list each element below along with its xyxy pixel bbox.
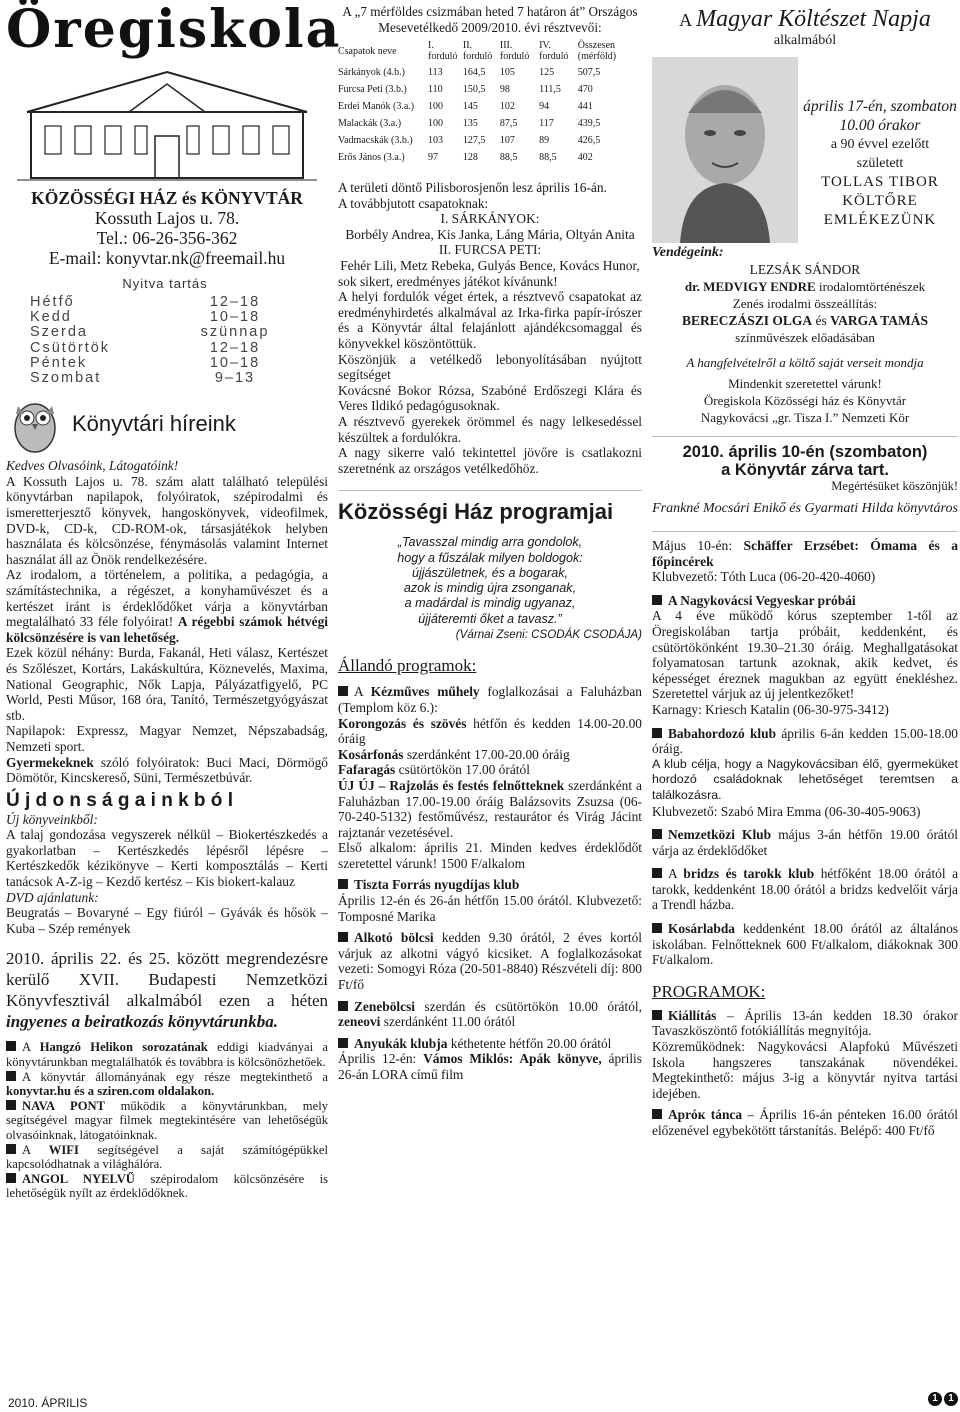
new-books-list: A talaj gondozása vegyszerek nélkül – Biokertészkedés a gyakorlatban – Kertészkedés lépésről lépésre – Kertészkedők kézikönyve – Kerti komposztálás – Kerti tanácsok A-Z-ig – Kezdő kertész – Kis biokert-kalauz — [6, 827, 328, 890]
news-heading: Ú j d o n s á g a i n k b ó l — [6, 789, 233, 811]
poetry-day-title: A Magyar Költészet Napja — [679, 6, 931, 32]
table-row: Malackák (3.a.) 100 135 87,5 117 439,5 — [338, 118, 601, 129]
table-row: Vadmacskák (3.b.) 103 127,5 107 89 426,5 — [338, 135, 601, 146]
bridge-club: A bridzs és tarokk klub hétfőként 18.00 órától a tarokk, keddenként 18.00 órától a bridzs kedvelőit várja a Trendl házba. — [652, 866, 959, 913]
guest-2: dr. MEDVIGY ENDRE irodalomtörténészek — [684, 279, 926, 294]
column-contest-programs — [338, 0, 642, 1083]
permanent-programs-heading: Állandó programok: — [338, 656, 477, 676]
programs-list-heading: PROGRAMOK: — [652, 981, 766, 1001]
column-library — [6, 0, 342, 1201]
library-news-heading: Könyvtári híreink — [72, 411, 236, 437]
show-desc: Zenés irodalmi összeállítás: — [732, 296, 878, 311]
poet-name-2: KÖLTŐRE — [842, 193, 918, 209]
music-nursery: Zenebölcsi szerdán és csütörtökön 10.00 órától, zeneovi szerdánként 11.00 órától — [338, 998, 642, 1030]
mothers-club: Anyukák klubja kéthetente hétfőn 20.00 órától — [338, 1036, 642, 1052]
poet-name: TOLLAS TIBOR — [821, 174, 939, 190]
table-row: Furcsa Peti (3.b.) 110 150,5 98 111,5 470 — [338, 84, 593, 95]
logo-title: Öregiskola — [6, 0, 342, 60]
org-phone: Tel.: 06-26-356-362 — [96, 228, 238, 248]
closed-thanks: Megértésüket köszönjük! — [831, 479, 958, 493]
exhibition-desc: Közreműködnek: Nagykovácsi Alapfokú Művészeti Iskola hangszeres tanszakának növendékei. Megtekinthető: május 3-ig a könyvtár nyitva tartási idejében. — [652, 1039, 958, 1101]
guests-label: Vendégeink: — [652, 245, 724, 260]
basket-weaving: Kosárfonás szerdánként 17.00-20.00 óráig — [338, 746, 570, 762]
good-luck: sok sikert, eredményes játékot kívánunk! — [338, 273, 558, 289]
pensioner-club: Tiszta Forrás nyugdíjas klub — [338, 877, 642, 893]
page-number: 1 1 — [928, 1392, 958, 1406]
welcome: Mindenkit szeretettel várunk! — [728, 376, 882, 391]
bullet-online-catalog: A könyvtár állományának egy része megtekinthető a konyvtar.hu és a sziren.com oldalakon. — [6, 1069, 328, 1099]
drawing-painting: ÚJ ÚJ – Rajzolás és festés felnőtteknek szerdánként a Faluházban 17.00-19.00 óráig Balázsovits Zsuzsa (06-70-240-5132) festőművész, restaurátor és Virág Jácint rajztanár vezetésével. — [338, 777, 642, 840]
babywearing-club: Babahordozó klub április 6-án kedden 15.00-18.00 óráig. — [652, 725, 958, 757]
choir-desc: A 4 éve működő kórus szeptember 1-től az Öregiskolában tartja próbáit, keddenként, és csütörtökönként 19.30–21.30 óráig. Meghallgatásokat folyamatosan tartunk azoknak, akik kedvet, és képességet éreznek magukban az együtt énekléshez. Szeretettel várjuk az új jelentkezőket! — [652, 608, 958, 702]
table-row: Sárkányok (4.b.) 113 164,5 105 125 507,5 — [338, 67, 601, 78]
contest-p5: A nagy sikerre való tekintettel jövőre is csatlakozni szeretnénk az országos vetélkedőhöz. — [338, 445, 642, 476]
kids-dance: Apróк tánca – Április 16-án pénteken 16.00 órától előzenével egybekötött társtanítás. Belépő: 400 Ft/fő — [652, 1107, 958, 1138]
hours-row: Péntek 10–18 — [30, 354, 261, 371]
org-street: Kossuth Lajos u. 78. — [94, 208, 240, 228]
poem-quote: „Tavasszal mindig arra gondolok, hogy a fűszálak milyen boldogok: újjászületnek, és a bogarak, azok is mindig újra zsonganak, a madárdal is mindig ugyanaz, újjáteremti őket a tavasz.” (Várnai Zseni: CSODÁK CSODÁJA) — [397, 535, 642, 642]
bullet-wifi: A WIFI segítségével a saját számítógépükkel kapcsolódhatnak a világhálóra. — [6, 1142, 328, 1172]
book-fair-notice: 2010. április 22. és 25. között megrendezésre kerülő XVII. Budapesti Nemzetközi Könyvfesztivál alkalmából ezen a héten ingyenes a beiratkozás könyvtárunkba. — [6, 949, 328, 1032]
final-round: A területi döntő Pilisborosjenőn lesz április 16-án. — [338, 180, 607, 195]
issue-date: 2010. ÁPRILIS — [8, 1396, 88, 1410]
opening-hours-title: Nyitva tartás — [122, 276, 208, 291]
contest-p1: A helyi fordulók véget értek, a résztvevő csapatokat az eredményhirdetés alkalmával az Irka-firka papír-írószer és a Könyvtár által felajánlott ajándékcsomaggal és könyvekkel köszöntöttük. — [338, 289, 642, 351]
guest-1: LEZSÁK SÁNDOR — [749, 262, 861, 277]
contest-title: A „7 mérföldes csizmában heted 7 határon át” Országos Mesevetélkedő 2009/2010. évi résztvevői: — [342, 4, 638, 35]
recording-note: A hangfelvételről a költő saját verseit mondja — [686, 355, 924, 370]
library-news-header — [6, 394, 328, 454]
hours-row: Szerda szünnap — [30, 324, 270, 341]
actors-note: színművészek előadásában — [735, 330, 875, 345]
librarians-signature: Frankné Mocsári Enikő és Gyarmati Hilda könyvtáros — [652, 501, 958, 516]
table-header: Csapatok neve I. forduló II. forduló III. forduló IV. forduló Összesen (mérföld) — [338, 40, 617, 62]
programs-heading: Közösségi Ház programjai — [338, 499, 614, 525]
team-1: I. SÁRKÁNYOK: — [440, 211, 540, 227]
children-magazines: Gyermekeknek szóló folyóiratok: Buci Maci, Dörmögő Dömötör, Kincskereső, Süni, Természetbúvár. — [6, 754, 328, 786]
mothers-club-desc: Április 12-én: Vámos Miklós: Apák könyve, április 26-án LORA című film — [338, 1051, 642, 1083]
table-row: Erős János (3.a.) 97 128 88,5 88,5 402 — [338, 152, 593, 163]
greeting: Kedves Olvasóink, Látogatóink! — [6, 458, 179, 474]
contest-results-table — [338, 38, 642, 166]
closed-line-1: 2010. április 10-én (szombaton) — [682, 443, 928, 461]
table-row: Erdei Manók (3.a.) 100 145 102 94 441 — [338, 101, 593, 112]
school-building-illustration — [17, 66, 317, 184]
host-2: Nagykovácsi „gr. Tisza I.” Nemzeti Kör — [700, 410, 910, 425]
international-club: Nemzetközi Klub május 3-án hétfőn 19.00 órától várja az érdeklődőket — [652, 827, 958, 858]
exhibition: Kiállítás – Április 13-án kedden 18.30 órakor Tavaszköszöntő fotókiállítás megnyitója. — [652, 1007, 958, 1039]
may10-lead: Klubvezető: Tóth Luca (06-20-420-4060) — [652, 569, 876, 585]
hours-row: Szombat 9–13 — [30, 370, 256, 387]
team-2: II. FURCSA PETI: — [438, 242, 542, 258]
event-date: április 17-én, szombaton 10.00 órakor — [803, 98, 957, 134]
creative-nursery: Alkotó bölcsi kedden 9.30 órától, 2 éves kortól várjuk az alkotni vágyó kicsiket. A foglalkozásokat vezeti: Somogyi Róza (20-501-8840) Részvételi díj: 800 Ft/fő — [338, 930, 643, 993]
poet-name-3: EMLÉKEZÜNK — [823, 212, 937, 228]
closed-line-2: a Könyvtár zárva tart. — [721, 461, 889, 479]
hours-row: Csütörtök 12–18 — [30, 339, 261, 356]
bullet-helikon: A Hangzó Helikon sorozatának eddigi kiadványai a könyvtárunkban megtalálhatók és továbbra is kölcsönözhetőek. — [6, 1040, 328, 1070]
pensioner-club-desc: Április 12-én és 26-án hétfőn 15.00 órától. Klubvezető: Tomposné Marika — [338, 893, 642, 924]
hours-row: Kedd 10–18 — [30, 309, 261, 326]
periodicals-para: Az irodalom, a történelem, a politika, a pedagógia, a számítástechnika, a régészet, a konyhaművészet és a kertészet iránt is érdeklődőket várja a könyvtárban megtalálható 33 féle folyóirat! A régebbi számok hétvégi kölcsönzésére is van lehetőség. — [6, 567, 328, 645]
owl-icon — [6, 394, 64, 454]
advanced-teams-label: A továbbjutott csapatoknak: — [338, 195, 489, 211]
periodicals-list: Ezek közül néhány: Burda, Fakanál, Heti válasz, Kertészet és Szőlészet, Kortárs, Lakáskultúra, Köznevelés, Maxima, National Geographic, Nők Lapja, Pályázatfigyelő, PC World, Pesti Műsor, 168 óra, Tanító, Természetgyógyászat stb. — [6, 645, 328, 723]
org-email[interactable]: E-mail: konyvtar.nk@freemail.hu — [48, 248, 286, 268]
newspapers: Napilapok: Expressz, Magyar Nemzet, Népszabadság, Nemzeti sport. — [6, 723, 328, 754]
org-name: KÖZÖSSÉGI HÁZ és KÖNYVTÁR — [31, 188, 303, 208]
pottery: Korongozás és szövés hétfőn és kedden 14.00-20.00 óráig — [338, 715, 642, 747]
contest-p2: Köszönjük a vetélkedő lebonyolításában nyújtott segítséget — [338, 351, 642, 383]
choir: A Nagykovácsi Vegyeskar próbái — [652, 593, 958, 609]
team-1-members: Borbély Andrea, Kis Janka, Láng Mária, Oltyán Anita — [345, 226, 635, 242]
poet-block — [652, 57, 958, 243]
team-2-members: Fehér Lili, Metz Rebeka, Gulyás Bence, Kovács Hunor, — [340, 257, 640, 273]
opening-hours — [30, 276, 300, 386]
bullet-nava: NAVA PONT működik a könyvtárunkban, mely segítségével magyar filmek megtekintésére van lehetőségük olvasóinknak, látogatóinknak. — [6, 1098, 328, 1142]
actors: BERECZÁSZI OLGA és VARGA TAMÁS — [681, 313, 929, 328]
contest-p3: Kovácsné Bokor Rózsa, Szabóné Erdőszegi Klára és Veres Ildikó pedagógusoknak. — [338, 382, 642, 414]
hours-row: Hétfő 12–18 — [30, 294, 261, 310]
may10-event: Május 10-én: Schäffer Erzsébet: Ómama és a főpincérek — [652, 538, 958, 569]
choir-lead: Karnagy: Kriesch Katalin (06-30-975-3412) — [652, 701, 889, 717]
babywearing-lead: Klubvezető: Szabó Mira Emma (06-30-405-9063) — [652, 803, 921, 819]
poetry-occasion: alkalmából — [773, 33, 837, 48]
wood-carving: Fafaragás csütörtökön 17.00 órától — [338, 762, 530, 778]
bullet-english: ANGOL NYELVŰ szépirodalom kölcsönzésére is lehetőségük nyílt az érdeklődőknek. — [6, 1171, 328, 1201]
poet-desc-2: született — [856, 156, 904, 171]
basketball: Kosárlabda keddenként 18.00 órától az általános iskolában. Felnőtteknek 600 Ft/alkalom, diákoknak 300 Ft/alkalom. — [652, 921, 958, 968]
first-session: Első alkalom: április 21. Minden kedves érdeklődőt szeretettel várunk! 1500 F/alkalom — [338, 840, 642, 871]
library-intro: A Kossuth Lajos u. 78. szám alatt található települési könyvtárban napilapok, folyóiratok, szépirodalmi és ismeretterjesztő könyvek, hangoskönyvek, videofilmek, DVD-k, CD-k, CD-ROM-ok, társasjátékok helyben használata és kölcsönzése, fénymásolás valamint Internet használat áll az Önök rendelkezésére. — [6, 473, 328, 567]
new-books-label: Új könyveinkből: — [6, 811, 98, 827]
column-poetry-programs — [652, 0, 958, 1139]
babywearing-desc: A klub célja, hogy a Nagykovácsiban élő, gyermeküket hordozó családoknak lehetőséget teremtsen a találkozásra. — [652, 756, 958, 802]
poet-portrait — [652, 57, 798, 243]
dvd-label: DVD ajánlatunk: — [6, 889, 99, 905]
host-1: Öregiskola Közösségi ház és Könyvtár — [703, 393, 907, 408]
craft-workshop: A Kézműves műhely foglalkozásai a Faluházban (Templom köz 6.): — [338, 684, 642, 715]
poet-desc-1: a 90 évvel ezelőtt — [830, 137, 930, 152]
dvd-list: Beugratás – Bovaryné – Egy fiúról – Gyávák és hősök – Kuba – Szép remények — [6, 905, 328, 936]
contest-p4: A résztvevő gyerekek örömmel és nagy lelkesedéssel készültek a fordulókra. — [338, 413, 642, 445]
